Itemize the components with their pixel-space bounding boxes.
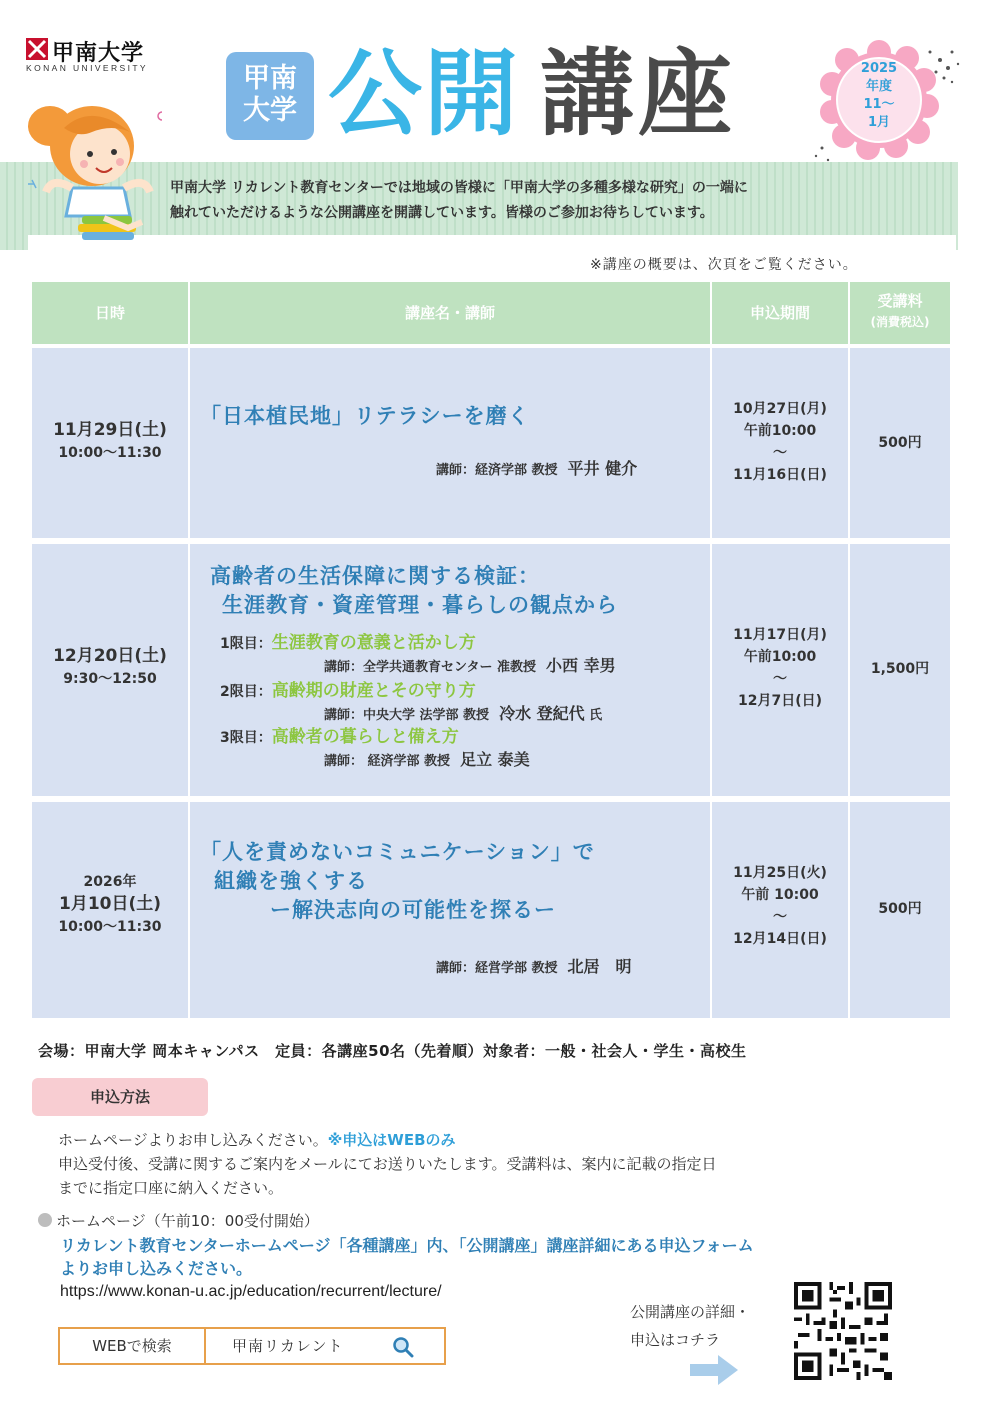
row2-period-sep: ～ xyxy=(773,671,787,687)
qr-code-icon[interactable] xyxy=(794,1282,892,1380)
row3-title-line1: 「人を責めないコミュニケーション」で xyxy=(200,840,595,864)
year-suffix: 年度 xyxy=(865,79,892,94)
page-title-public: 公開 xyxy=(328,40,521,149)
row2-title-line1: 高齢者の生活保障に関する検証： xyxy=(210,564,540,588)
row2-fee: 1,500円 xyxy=(870,661,930,677)
row1-lecturer xyxy=(436,456,706,479)
session-3-role: 講師： 経済学部 教授 xyxy=(324,754,451,769)
qr-label-line1: 公開講座の詳細・ xyxy=(630,1303,751,1321)
row2-period xyxy=(712,624,848,712)
session-3 xyxy=(220,722,706,768)
row3-course-title xyxy=(200,838,700,925)
logo-subtitle: KONAN UNIVERSITY xyxy=(26,63,148,73)
row3-period-start: 11月25日(火) xyxy=(733,865,827,881)
row3-date xyxy=(32,872,188,938)
row3-date-time: 10:00～11:30 xyxy=(58,919,162,935)
session-2 xyxy=(220,676,706,722)
row2-period-start: 11月17日(月) xyxy=(733,627,827,643)
session-3-label: 3限目： xyxy=(220,730,272,746)
row2-sessions xyxy=(220,628,706,768)
row1-fee: 500円 xyxy=(878,435,922,451)
session-1-name: 小西 幸男 xyxy=(546,656,616,675)
session-1 xyxy=(220,628,706,676)
intro-line2: 触れていただけるような公開講座を開講しています。皆様のご参加お待ちしています。 xyxy=(170,205,714,221)
row2-title-line2: 生涯教育・資産管理・暮らしの観点から xyxy=(222,593,618,617)
row1-lecturer-name: 平井 健介 xyxy=(567,459,638,478)
row2-period-time: 午前10:00 xyxy=(743,649,817,665)
intro-text xyxy=(170,176,890,226)
row3-title-line2: 組織を強くする xyxy=(214,869,368,893)
session-2-label: 2限目： xyxy=(220,684,272,700)
qr-label-line2: 申込はコチラ xyxy=(630,1331,721,1349)
year-number: 2025 xyxy=(860,61,898,76)
header-fee-sub: (消費税込) xyxy=(870,315,930,329)
row1-course-title: 「日本植民地」リテラシーを磨く xyxy=(200,404,530,428)
row2-date-day: 12月20日(土) xyxy=(53,646,167,666)
row3-date-day: 1月10日(土) xyxy=(58,894,162,914)
session-2-suffix: 氏 xyxy=(589,708,603,723)
session-1-topic: 生涯教育の意義と活かし方 xyxy=(271,633,476,653)
row3-lecturer-role: 講師：経営学部 教授 xyxy=(436,961,558,976)
header-date: 日時 xyxy=(94,304,125,322)
bullet-icon xyxy=(38,1213,52,1227)
session-3-name: 足立 泰美 xyxy=(460,750,530,769)
session-2-role: 講師：中央大学 法学部 教授 xyxy=(324,708,490,723)
row1-period xyxy=(712,398,848,486)
session-1-role: 講師：全学共通教育センター 准教授 xyxy=(324,660,537,675)
badge-line2: 大学 xyxy=(243,95,297,126)
row3-title-line3: ー解決志向の可能性を探るー xyxy=(270,898,556,922)
row1-lecturer-role: 講師：経済学部 教授 xyxy=(436,463,558,478)
apply-line3: までに指定口座に納入ください。 xyxy=(58,1179,284,1197)
homepage-label xyxy=(38,1210,319,1231)
apply-method-tag: 申込方法 xyxy=(32,1078,208,1116)
header-fee-label: 受講料 xyxy=(877,292,923,310)
konan-logo xyxy=(26,38,161,78)
search-keyword: 甲南リカレント xyxy=(232,1337,344,1355)
row3-period-end: 12月14日(日) xyxy=(733,931,827,947)
year-label xyxy=(835,60,923,132)
row1-period-time: 午前10:00 xyxy=(743,423,817,439)
intro-line1: 甲南大学 リカレント教育センターでは地域の皆様に「甲南大学の多種多様な研究」の一端に xyxy=(170,180,748,196)
row1-period-sep: ～ xyxy=(773,445,787,461)
schedule-table xyxy=(32,282,950,1018)
apply-line1: ホームページよりお申し込みください。 xyxy=(58,1131,328,1149)
row3-period xyxy=(712,862,848,950)
month-start: 11～ xyxy=(863,97,895,112)
month-end: 1月 xyxy=(867,115,891,130)
header-fee xyxy=(850,290,950,340)
row1-date xyxy=(32,418,188,464)
row3-lecturer xyxy=(436,954,706,977)
homepage-desc-line2: よりお申し込みください。 xyxy=(60,1259,253,1278)
session-2-name: 冷水 登紀代 xyxy=(499,704,585,723)
homepage-description xyxy=(60,1234,960,1280)
qr-label xyxy=(630,1298,750,1354)
logo-name: 甲南大学 xyxy=(52,41,145,66)
apply-line2: 申込受付後、受講に関するご案内をメールにてお送りいたします。受講料は、案内に記載の指定日 xyxy=(58,1155,717,1173)
row2-date xyxy=(32,644,188,690)
session-2-topic: 高齢期の財産とその守り方 xyxy=(271,681,476,701)
girl-illustration-icon xyxy=(12,88,162,248)
row2-course-title xyxy=(210,562,710,620)
row1-period-start: 10月27日(月) xyxy=(733,401,827,417)
row2-date-time: 9:30～12:50 xyxy=(63,671,157,687)
row3-period-sep: ～ xyxy=(773,909,787,925)
col-divider xyxy=(188,282,190,1018)
venue-info: 会場：甲南大学 岡本キャンパス 定員：各講座50名（先着順）対象者：一般・社会人・学生・高校生 xyxy=(38,1042,747,1060)
overview-note: ※講座の概要は、次頁をご覧ください。 xyxy=(590,257,858,273)
web-search-label: WEBで検索 xyxy=(60,1329,206,1363)
row3-date-year: 2026年 xyxy=(83,874,137,890)
row1-date-time: 10:00～11:30 xyxy=(58,445,162,461)
row1-period-end: 11月16日(日) xyxy=(733,467,827,483)
row1-date-day: 11月29日(土) xyxy=(53,420,167,440)
arrow-right-icon xyxy=(690,1355,738,1385)
badge-line1: 甲南 xyxy=(243,63,297,94)
row3-lecturer-name: 北居 明 xyxy=(567,957,632,976)
header-course: 講座名・講師 xyxy=(404,304,495,322)
row3-period-time: 午前 10:00 xyxy=(741,887,819,903)
university-badge xyxy=(226,52,314,140)
search-icon[interactable] xyxy=(392,1336,414,1358)
homepage-desc-line1: リカレント教育センターホームページ「各種講座」内、「公開講座」講座詳細にある申込フォーム xyxy=(60,1236,754,1255)
homepage-label-text: ホームページ（午前10：00受付開始） xyxy=(56,1212,319,1230)
web-search-box[interactable] xyxy=(58,1327,446,1365)
session-3-topic: 高齢者の暮らしと備え方 xyxy=(271,727,459,747)
page-title-lecture: 講座 xyxy=(540,40,737,149)
konan-emblem-icon xyxy=(26,38,48,60)
header-period: 申込期間 xyxy=(749,304,810,322)
apply-instructions xyxy=(58,1128,948,1200)
apply-web-only: ※申込はWEBのみ xyxy=(327,1131,456,1149)
intro-band-edge xyxy=(28,235,956,255)
session-1-label: 1限目： xyxy=(220,636,272,652)
row2-period-end: 12月7日(日) xyxy=(737,693,823,709)
row3-fee: 500円 xyxy=(878,901,922,917)
lecture-url-link[interactable]: https://www.konan-u.ac.jp/education/recurrent/lecture/ xyxy=(60,1283,442,1300)
